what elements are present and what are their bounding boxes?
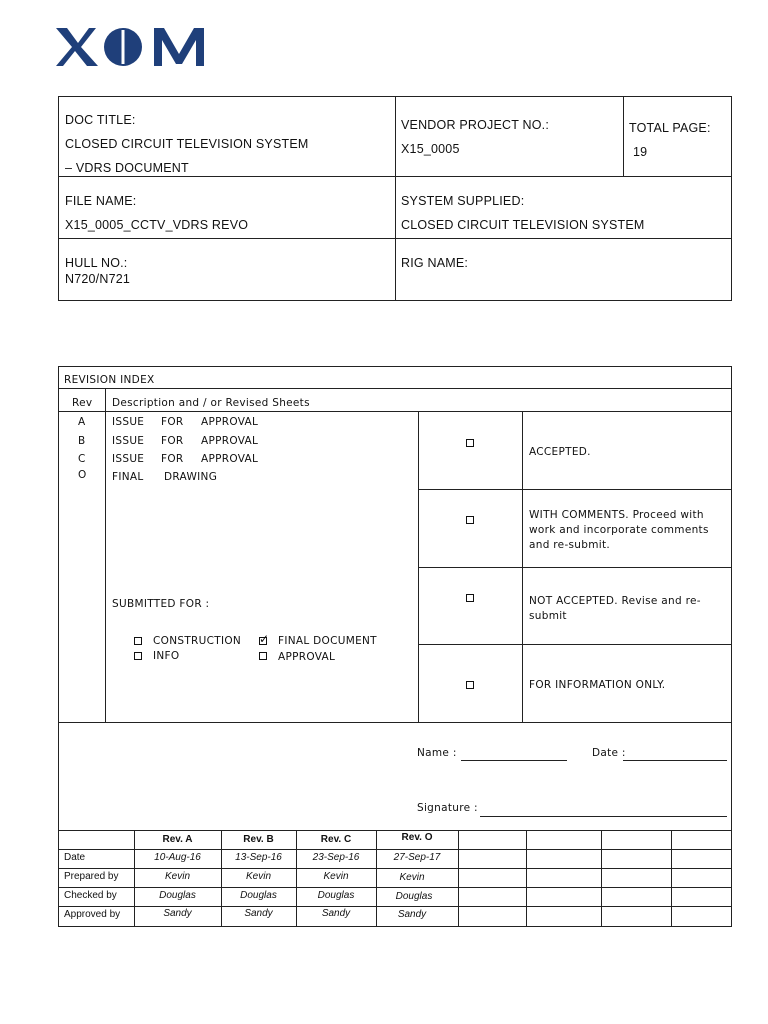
- signature-label: Signature :: [417, 802, 478, 814]
- checked-by-row-label: Checked by: [64, 890, 117, 901]
- rig-name-label: RIG NAME:: [401, 256, 469, 270]
- rev-desc-word: FOR: [161, 453, 184, 465]
- system-supplied-value: CLOSED CIRCUIT TELEVISION SYSTEM: [401, 218, 645, 232]
- file-name-value: X15_0005_CCTV_VDRS REVO: [65, 218, 249, 232]
- signoff-cell: Sandy: [397, 909, 427, 920]
- rev-desc-word: ISSUE: [112, 435, 145, 447]
- construction-label: CONSTRUCTION: [153, 635, 242, 647]
- rev-desc-word: FOR: [161, 435, 184, 447]
- hull-no-value: N720/N721: [65, 272, 131, 286]
- for-information-label: FOR INFORMATION ONLY.: [529, 679, 666, 691]
- not-accepted-checkbox[interactable]: [466, 594, 474, 602]
- name-label: Name :: [417, 747, 457, 759]
- accepted-label: ACCEPTED.: [529, 446, 591, 458]
- signature-field[interactable]: [480, 816, 727, 817]
- doc-title-value-line1: CLOSED CIRCUIT TELEVISION SYSTEM: [65, 137, 309, 151]
- rev-letter: O: [78, 469, 87, 481]
- system-supplied-label: SYSTEM SUPPLIED:: [401, 194, 525, 208]
- signoff-cell: Douglas: [240, 890, 277, 901]
- date-field[interactable]: [623, 760, 727, 761]
- rev-letter: B: [78, 435, 86, 447]
- signoff-cell: Sandy: [321, 908, 351, 919]
- rev-desc-word: ISSUE: [112, 453, 145, 465]
- date-row-label: Date: [64, 852, 86, 863]
- info-checkbox[interactable]: [134, 652, 142, 660]
- submitted-for-label: SUBMITTED FOR :: [112, 598, 210, 610]
- checkmark-icon: ✓: [259, 632, 270, 646]
- rev-desc-word: ISSUE: [112, 416, 145, 428]
- with-comments-checkbox[interactable]: [466, 516, 474, 524]
- signoff-cell: 23-Sep-16: [312, 852, 360, 863]
- date-label: Date :: [592, 747, 626, 759]
- signoff-cell: 27-Sep-17: [393, 852, 441, 863]
- rev-a-header: Rev. A: [162, 834, 193, 845]
- not-accepted-label: NOT ACCEPTED. Revise and re-submit: [529, 595, 701, 622]
- xom-logo: [54, 26, 206, 68]
- description-column-header: Description and / or Revised Sheets: [112, 397, 310, 409]
- signoff-cell: Douglas: [395, 891, 433, 902]
- rev-desc-word: FINAL: [112, 471, 144, 483]
- signoff-cell: Douglas: [159, 890, 196, 901]
- signoff-cell: Kevin: [164, 871, 190, 882]
- vendor-project-value: X15_0005: [401, 142, 460, 156]
- signoff-cell: Sandy: [163, 908, 192, 919]
- doc-title-label: DOC TITLE:: [65, 113, 136, 127]
- rev-b-header: Rev. B: [243, 834, 274, 845]
- info-label: INFO: [153, 650, 180, 662]
- rev-column-header: Rev: [72, 397, 93, 409]
- final-document-label: FINAL DOCUMENT: [278, 635, 377, 647]
- rev-desc-word: DRAWING: [164, 471, 218, 483]
- rev-desc-word: APPROVAL: [201, 435, 259, 447]
- approval-label: APPROVAL: [278, 651, 336, 663]
- construction-checkbox[interactable]: [134, 637, 142, 645]
- name-field[interactable]: [461, 760, 567, 761]
- signoff-cell: Kevin: [323, 871, 349, 882]
- signoff-cell: Douglas: [317, 890, 355, 901]
- approval-checkbox[interactable]: [259, 652, 267, 660]
- rev-letter: A: [78, 416, 86, 428]
- signoff-cell: Kevin: [245, 871, 271, 882]
- rev-desc-word: APPROVAL: [201, 416, 259, 428]
- signoff-cell: Sandy: [244, 908, 273, 919]
- total-page-value: 19: [633, 145, 648, 159]
- signoff-cell: 10-Aug-16: [154, 852, 201, 863]
- prepared-by-row-label: Prepared by: [64, 871, 119, 882]
- hull-no-label: HULL NO.:: [65, 256, 128, 270]
- rev-desc-word: FOR: [161, 416, 184, 428]
- approved-by-row-label: Approved by: [64, 909, 121, 920]
- signoff-cell: 13-Sep-16: [235, 852, 282, 863]
- vendor-project-label: VENDOR PROJECT NO.:: [401, 118, 550, 132]
- total-page-label: TOTAL PAGE:: [629, 121, 711, 135]
- rev-letter: C: [78, 453, 86, 465]
- rev-c-header: Rev. C: [320, 834, 352, 845]
- with-comments-label: WITH COMMENTS. Proceed with work and incorporate comments and re-submit.: [529, 509, 709, 551]
- signoff-cell: Kevin: [399, 872, 425, 883]
- revision-index-title: REVISION INDEX: [64, 374, 155, 386]
- file-name-label: FILE NAME:: [65, 194, 137, 208]
- for-information-checkbox[interactable]: [466, 681, 474, 689]
- accepted-checkbox[interactable]: [466, 439, 474, 447]
- rev-o-header: Rev. O: [401, 832, 433, 843]
- rev-desc-word: APPROVAL: [201, 453, 259, 465]
- doc-title-value-line2: – VDRS DOCUMENT: [65, 161, 189, 175]
